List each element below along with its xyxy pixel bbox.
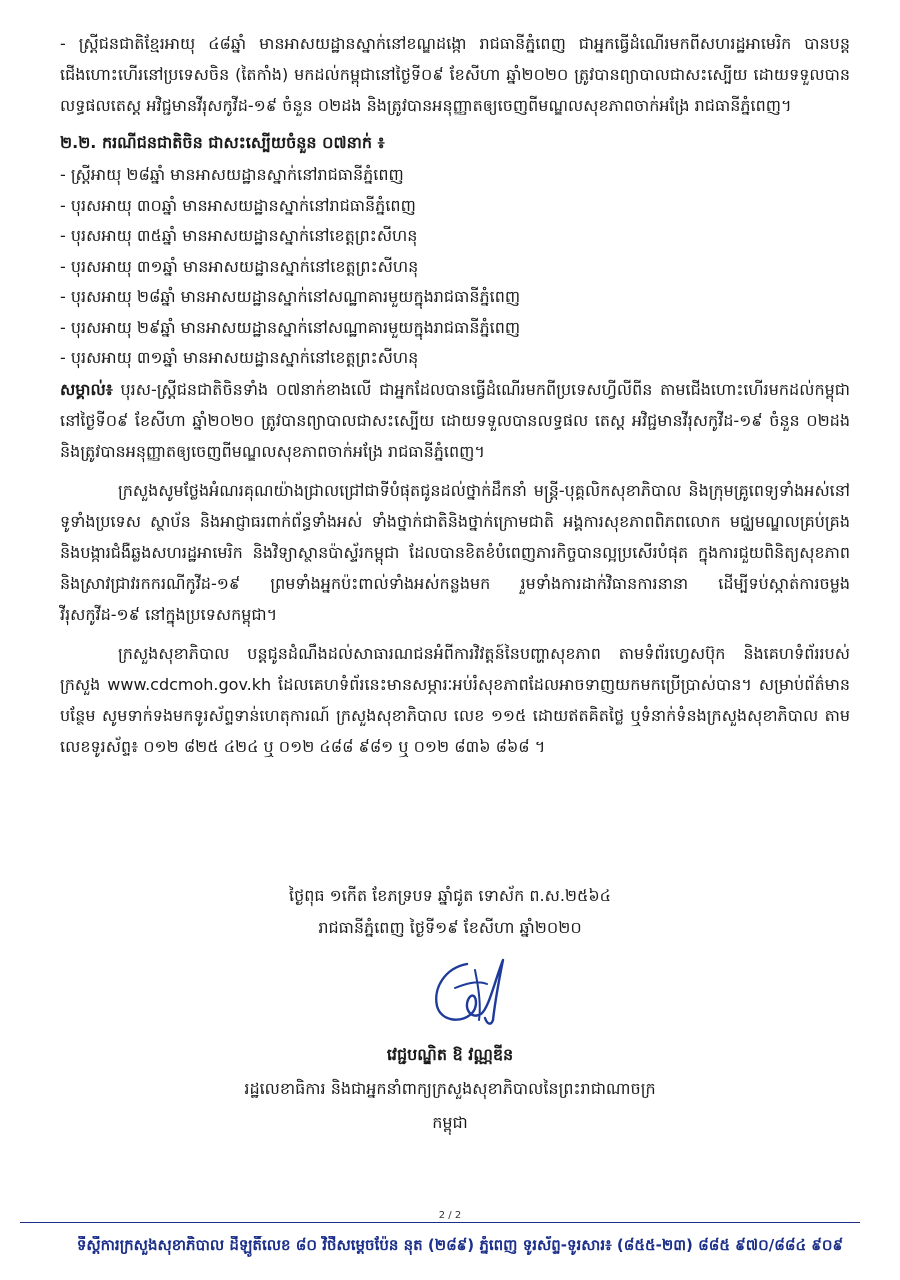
note-label: សម្គាល់៖ [60, 379, 113, 399]
signature-stroke [436, 960, 503, 1024]
footer-divider [20, 1222, 860, 1223]
document-body [60, 28, 850, 766]
list-item: - បុរសអាយុ ៣១ឆ្នាំ មានអាសយដ្ឋានស្នាក់នៅខេត្តព្រះសីហនុ [60, 256, 419, 276]
page-number: 2 / 2 [438, 1210, 462, 1221]
signer-block [230, 1038, 670, 1140]
section-heading: ២.២. ករណីជនជាតិចិន ជាសះស្បើយចំនួន ០៧នាក់ ៖ [60, 133, 385, 152]
note-paragraph [60, 374, 850, 467]
list-item: - បុរសអាយុ ៣៥ឆ្នាំ មានអាសយដ្ឋានស្នាក់នៅខេត្តព្រះសីហនុ [60, 226, 418, 245]
list-item: - បុរសអាយុ ៣០ឆ្នាំ មានអាសយដ្ឋានស្នាក់នៅរាជធានីភ្នំពេញ [60, 195, 416, 215]
lunar-date: ថ្ងៃពុធ ១កើត ខែភទ្របទ ឆ្នាំជូត ទោស័ក ព.ស.២៥៦៤ [288, 886, 611, 905]
list-item: - បុរសអាយុ ២៨ឆ្នាំ មានអាសយដ្ឋានស្នាក់នៅសណ្ឋាគារមួយក្នុងរាជធានីភ្នំពេញ [60, 287, 521, 306]
info-paragraph: ក្រសួងសុខាភិបាល បន្តជូនដំណឹងដល់សាធារណជនអំពីការវិវត្តន៍នៃបញ្ហាសុខភាព តាមទំព័រហ្វេសប៊ុក និងគេហទំព័ររបស់ក្រសួង www.cdcmoh.gov.kh ដែលគេហទំព័រនេះមានសម្ភារៈអប់រំសុខភាពដែលអាចទាញយកមកប្រើប្រាស់បាន។ សម្រាប់ព័ត៌មានបន្ថែម សូមទាក់ទងមកទូរស័ព្ទទាន់ហេតុការណ៍ ក្រសួងសុខាភិបាល លេខ ១១៥ ដោយឥតគិតថ្លៃ ឬទំនាក់ទំនងក្រសួងសុខាភិបាល តាមលេខទូរស័ព្ទ៖ ០១២ ៨២៥ ៤២៤ ឬ ០១២ ៤៨៨ ៩៨១ ឬ ០១២ ៨៣៦ ៨៦៨ ។ [60, 643, 850, 756]
thanks-paragraph: ក្រសួងសូមថ្លែងអំណរគុណយ៉ាងជ្រាលជ្រៅជាទីបំផុតជូនដល់ថ្នាក់ដឹកនាំ មន្ត្រី-បុគ្គលិកសុខាភិបាល និងក្រុមគ្រូពេទ្យទាំងអស់នៅទូទាំងប្រទេស ស្ថាប័ន និងអាជ្ញាធរពាក់ព័ន្ធទាំងអស់ ទាំងថ្នាក់ជាតិនិងថ្នាក់ក្រោមជាតិ អង្គការសុខភាពពិភពលោក មជ្ឈមណ្ឌលគ្រប់គ្រង និងបង្ការជំងឺឆ្លងសហរដ្ឋអាមេរិក និងវិទ្យាស្ថានប៉ាស្ទ័រកម្ពុជា ដែលបានខិតខំបំពេញភារកិច្ចបានល្អប្រសើរបំផុត ក្នុងការជួយពិនិត្យសុខភាព និងស្រាវជ្រាវរកករណីកូវីដ-១៩ ព្រមទាំងអ្នកប៉ះពាល់ទាំងអស់កន្លងមក រួមទាំងការដាក់វិធានការនានា ដើម្បីទប់ស្កាត់ការចម្លងវីរុសកូវីដ-១៩ នៅក្នុងប្រទេសកម្ពុជា។ [60, 480, 850, 624]
list-item: - ស្ត្រីអាយុ ២៨ឆ្នាំ មានអាសយដ្ឋានស្នាក់នៅរាជធានីភ្នំពេញ [60, 165, 404, 184]
note-text: បុរស-ស្ត្រីជនជាតិចិនទាំង ០៧នាក់ខាងលើ ជាអ្នកដែលបានធ្វើដំណើរមកពីប្រទេសហ្វីលីពីន តាមជើងហោះហើរមកដល់កម្ពុជា នៅថ្ងៃទី០៩ ខែសីហា ឆ្នាំ២០២០ ត្រូវបានព្យាបាលជាសះស្បើយ ដោយទទួលបានលទ្ធផល តេស្ត អវិជ្ជមានវីរុសកូវីដ-១៩ ចំនួន ០២ដង និងត្រូវបានអនុញ្ញាតឲ្យចេញពីមណ្ឌលសុខភាពចាក់អង្រែ រាជធានីភ្នំពេញ។ [60, 379, 850, 461]
case-list [60, 160, 850, 374]
footer-address: ទីស្តីការក្រសួងសុខាភិបាល ដីឡូតិ៍លេខ ៨០ វិថីសម្ដេចប៉ែន នុត (២៨៩) ភ្នំពេញ ទូរស័ព្ទ-ទូរសារ៖ (៨៥៥-២៣) ៨៨៥ ៩៧០/៨៨៤ ៩០៩ [76, 1236, 844, 1254]
solar-date: រាជធានីភ្នំពេញ ថ្ងៃទី១៩ ខែសីហា ឆ្នាំ២០២០ [318, 918, 582, 937]
intro-paragraph: - ស្ត្រីជនជាតិខ្មែរអាយុ ៤៨ឆ្នាំ មានអាសយដ្ឋានស្នាក់នៅខណ្ឌដង្កោ រាជធានីភ្នំពេញ ជាអ្នកធ្វើដំណើរមកពីសហរដ្ឋអាមេរិក បានបន្តជើងហោះហើរនៅប្រទេសចិន (តៃកាំង) មកដល់កម្ពុជានៅថ្ងៃទី០៩ ខែសីហា ឆ្នាំ២០២០ ត្រូវបានព្យាបាលជាសះស្បើយ ដោយទទួលបានលទ្ធផលតេស្ត អវិជ្ជមានវីរុសកូវីដ-១៩ ចំនួន ០២ដង និងត្រូវបានអនុញ្ញាតឲ្យចេញពីមណ្ឌលសុខភាពចាក់អង្រែ រាជធានីភ្នំពេញ។ [60, 34, 850, 115]
closing-dates [230, 880, 670, 944]
signature-image [415, 950, 535, 1030]
signer-name: វេជ្ជបណ្ឌិត ឱ វណ្ណឌីន [386, 1045, 514, 1064]
list-item: - បុរសអាយុ ២៩ឆ្នាំ មានអាសយដ្ឋានស្នាក់នៅសណ្ឋាគារមួយក្នុងរាជធានីភ្នំពេញ [60, 317, 521, 337]
list-item: - បុរសអាយុ ៣១ឆ្នាំ មានអាសយដ្ឋានស្នាក់នៅខេត្តព្រះសីហនុ [60, 348, 419, 367]
signer-title: រដ្ឋលេខាធិការ និងជាអ្នកនាំពាក្យក្រសួងសុខាភិបាលនៃព្រះរាជាណាចក្រកម្ពុជា [244, 1079, 656, 1132]
